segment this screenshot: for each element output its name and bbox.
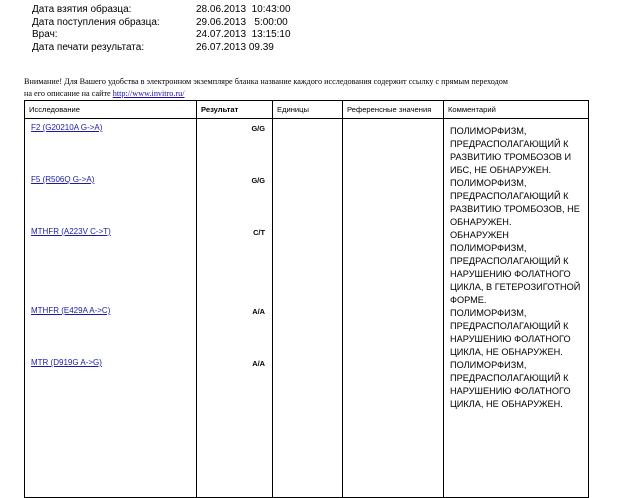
header-reference: Референсные значения bbox=[343, 101, 444, 119]
invitro-link[interactable]: http://www.invitro.ru/ bbox=[112, 89, 185, 98]
info-label: Дата печати результата: bbox=[32, 41, 145, 53]
table-header-row bbox=[25, 101, 589, 119]
header-units: Единицы bbox=[273, 101, 343, 119]
result-column bbox=[197, 119, 273, 498]
header-comment: Комментарий bbox=[444, 101, 589, 119]
test-link[interactable]: MTHFR (E429A A->C) bbox=[31, 306, 111, 315]
test-item bbox=[31, 306, 110, 315]
comment-text: ПОЛИМОРФИЗМ, ПРЕДРАСПОЛАГАЮЩИЙ К НАРУШЕНИЮ ФОЛАТНОГО ЦИКЛА, НЕ ОБНАРУЖЕН. bbox=[450, 308, 571, 357]
test-item bbox=[31, 358, 102, 367]
result-value: G/G bbox=[251, 124, 265, 133]
header-result: Результат bbox=[197, 101, 273, 119]
header-test: Исследование bbox=[25, 101, 197, 119]
notice-line-2 bbox=[24, 88, 604, 100]
comment-text: ПОЛИМОРФИЗМ, ПРЕДРАСПОЛАГАЮЩИЙ К РАЗВИТИЮ ТРОМБОЗОВ И ИБС, НЕ ОБНАРУЖЕН. bbox=[450, 126, 572, 175]
result-value: A/A bbox=[252, 359, 265, 368]
notice-text bbox=[24, 76, 604, 100]
comment-text: ПОЛИМОРФИЗМ, ПРЕДРАСПОЛАГАЮЩИЙ К РАЗВИТИЮ ТРОМБОЗОВ, НЕ ОБНАРУЖЕН. bbox=[450, 178, 580, 227]
info-label: Дата поступления образца: bbox=[32, 16, 160, 28]
info-row bbox=[32, 17, 291, 30]
test-item bbox=[31, 175, 94, 184]
notice-line-1: Внимание! Для Вашего удобства в электронном экземпляре бланка название каждого исследования содержит ссылку с прямым переходом bbox=[24, 77, 508, 86]
test-link[interactable]: F5 (R506Q G->A) bbox=[31, 175, 95, 184]
info-row bbox=[32, 42, 291, 55]
result-value: C/T bbox=[253, 228, 265, 237]
test-link[interactable]: F2 (G20210A G->A) bbox=[31, 123, 103, 132]
test-link[interactable]: MTR (D919G A->G) bbox=[31, 358, 102, 367]
results-table bbox=[24, 100, 589, 498]
comment-text: ОБНАРУЖЕН ПОЛИМОРФИЗМ, ПРЕДРАСПОЛАГАЮЩИЙ К НАРУШЕНИЮ ФОЛАТНОГО ЦИКЛА, В ГЕТЕРОЗИГОТНОЙ ФОРМЕ. bbox=[450, 230, 581, 305]
info-value: 28.06.2013 10:43:00 bbox=[196, 4, 291, 15]
notice-line-2-text: на его описание на сайте bbox=[24, 89, 113, 98]
info-value: 29.06.2013 5:00:00 bbox=[196, 16, 288, 28]
test-item bbox=[31, 227, 111, 236]
test-column bbox=[25, 119, 197, 498]
info-row bbox=[32, 4, 291, 17]
table-body-row bbox=[25, 119, 589, 498]
info-row bbox=[32, 29, 291, 42]
info-label: Дата взятия образца: bbox=[32, 4, 132, 15]
comment-text: ПОЛИМОРФИЗМ, ПРЕДРАСПОЛАГАЮЩИЙ К НАРУШЕНИЮ ФОЛАТНОГО ЦИКЛА, НЕ ОБНАРУЖЕН. bbox=[450, 360, 571, 409]
reference-column bbox=[343, 119, 444, 498]
result-value: G/G bbox=[251, 176, 265, 185]
info-label: Врач: bbox=[32, 29, 58, 40]
test-item bbox=[31, 123, 102, 132]
units-column bbox=[273, 119, 343, 498]
info-value: 24.07.2013 13:15:10 bbox=[196, 29, 291, 40]
sample-info bbox=[32, 4, 291, 54]
info-value: 26.07.2013 09.39 bbox=[196, 41, 274, 53]
result-value: A/A bbox=[252, 307, 265, 316]
comment-column bbox=[444, 119, 589, 498]
test-link[interactable]: MTHFR (A223V C->T) bbox=[31, 227, 111, 236]
